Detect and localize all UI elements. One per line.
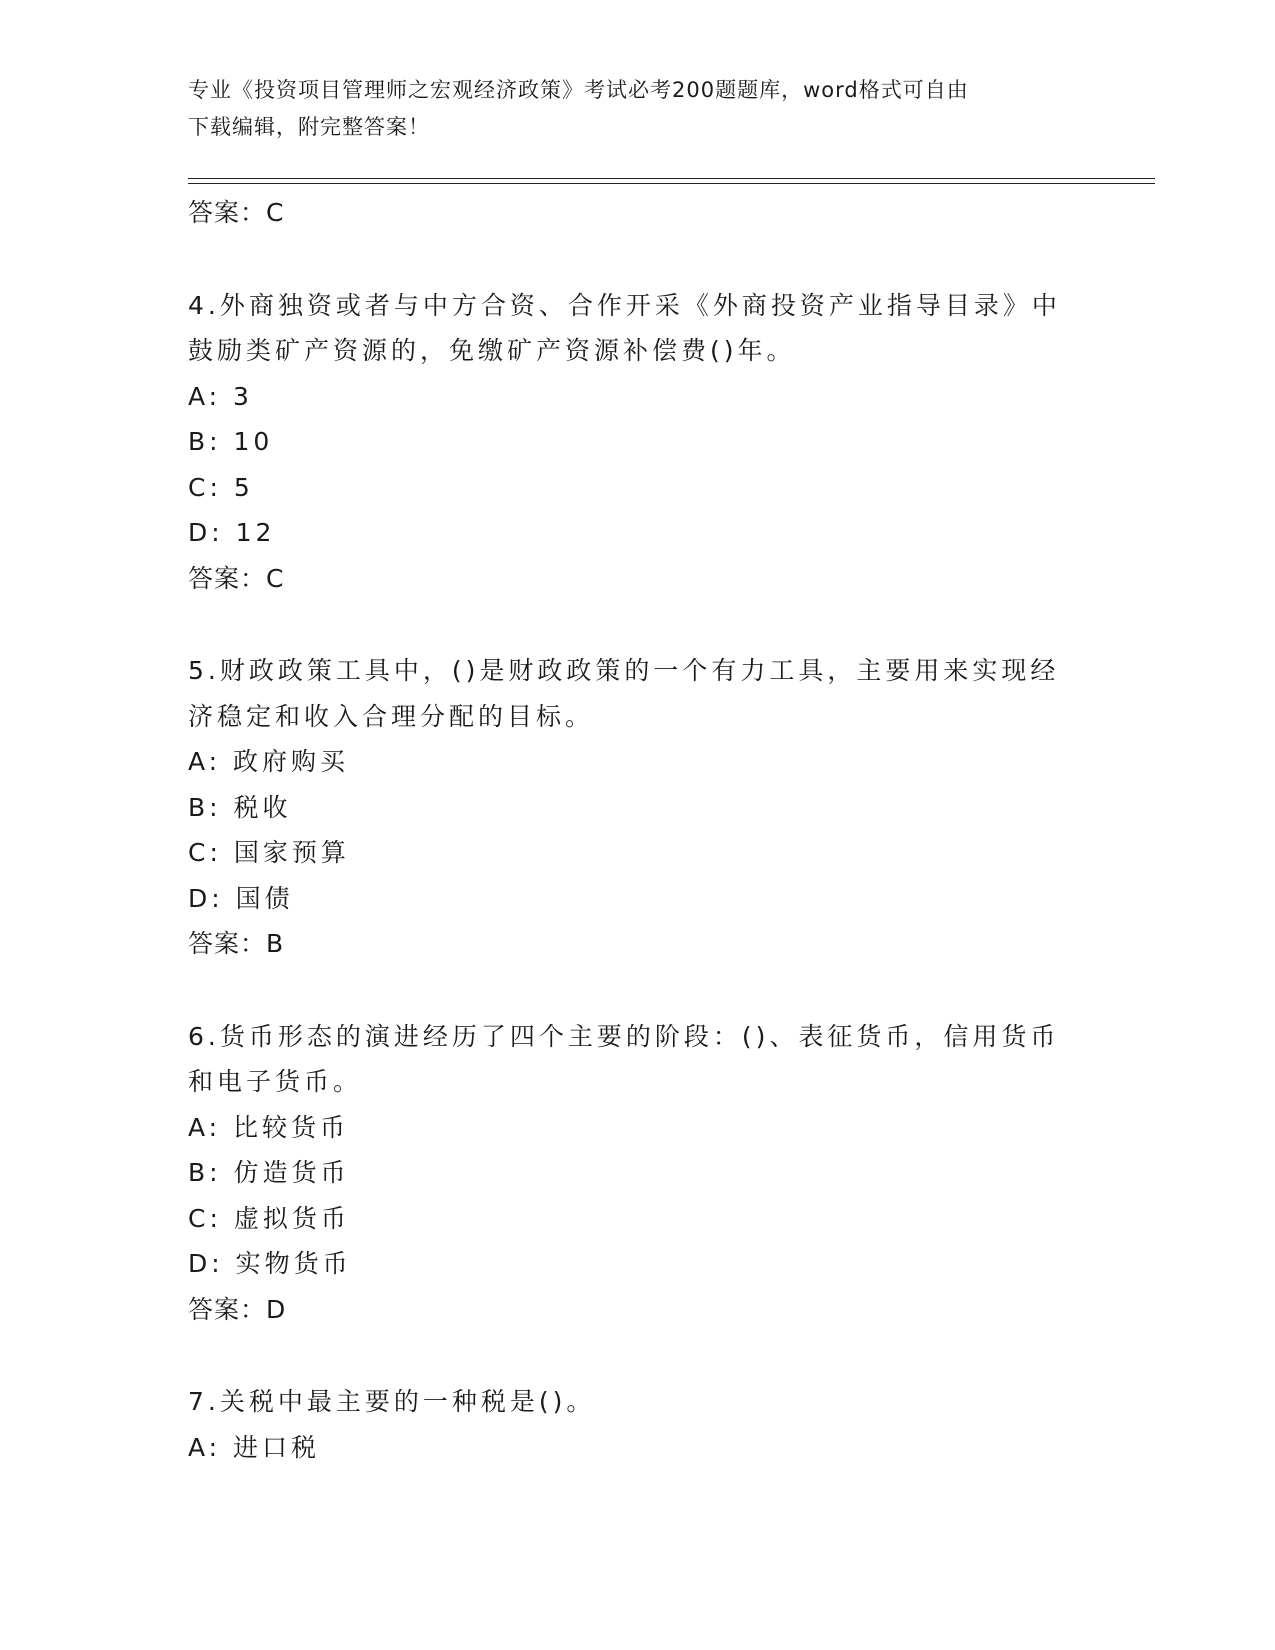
option-a: A: 政府购买	[188, 747, 350, 776]
question-5	[188, 648, 1088, 967]
question-stem: 6.货币形态的演进经历了四个主要的阶段：()、表征货币，信用货币	[188, 1021, 1060, 1051]
answer-line: 答案：D	[188, 1294, 287, 1324]
document-header	[188, 72, 1068, 146]
option-d: D: 实物货币	[188, 1249, 352, 1278]
question-list	[188, 190, 1088, 1470]
option-a: A: 比较货币	[188, 1112, 350, 1142]
question-stem: 5.财政政策工具中，()是财政政策的一个有力工具，主要用来实现经	[188, 656, 1060, 685]
option-d: D: 国债	[188, 883, 294, 913]
answer-line: 答案：B	[188, 929, 285, 958]
option-c: C: 5	[188, 472, 254, 502]
header-divider-top	[188, 178, 1155, 179]
option-a: A: 3	[188, 381, 253, 411]
header-line-2: 下载编辑，附完整答案！	[188, 115, 430, 139]
question-stem: 7.关税中最主要的一种税是()。	[188, 1387, 596, 1416]
option-b: B: 税收	[188, 792, 292, 822]
option-b: B: 10	[188, 427, 274, 456]
question-stem: 和电子货币。	[188, 1067, 363, 1096]
option-c: C: 国家预算	[188, 838, 350, 867]
option-b: B: 仿造货币	[188, 1158, 350, 1187]
answer-line: 答案：C	[188, 563, 285, 593]
question-stem: 济稳定和收入合理分配的目标。	[188, 701, 595, 731]
question-4	[188, 283, 1088, 602]
option-a: A: 进口税	[188, 1432, 321, 1462]
option-d: D: 12	[188, 518, 276, 547]
question-stem: 4.外商独资或者与中方合资、合作开采《外商投资产业指导目录》中	[188, 290, 1061, 320]
question-stem: 鼓励类矿产资源的，免缴矿产资源补偿费()年。	[188, 336, 796, 365]
option-c: C: 虚拟货币	[188, 1203, 350, 1233]
answer-line: 答案：C	[188, 198, 285, 227]
header-divider-bottom	[188, 183, 1155, 184]
header-line-1: 专业《投资项目管理师之宏观经济政策》考试必考200题题库，word格式可自由	[188, 78, 969, 102]
question-7	[188, 1379, 1088, 1470]
question-6	[188, 1014, 1088, 1333]
